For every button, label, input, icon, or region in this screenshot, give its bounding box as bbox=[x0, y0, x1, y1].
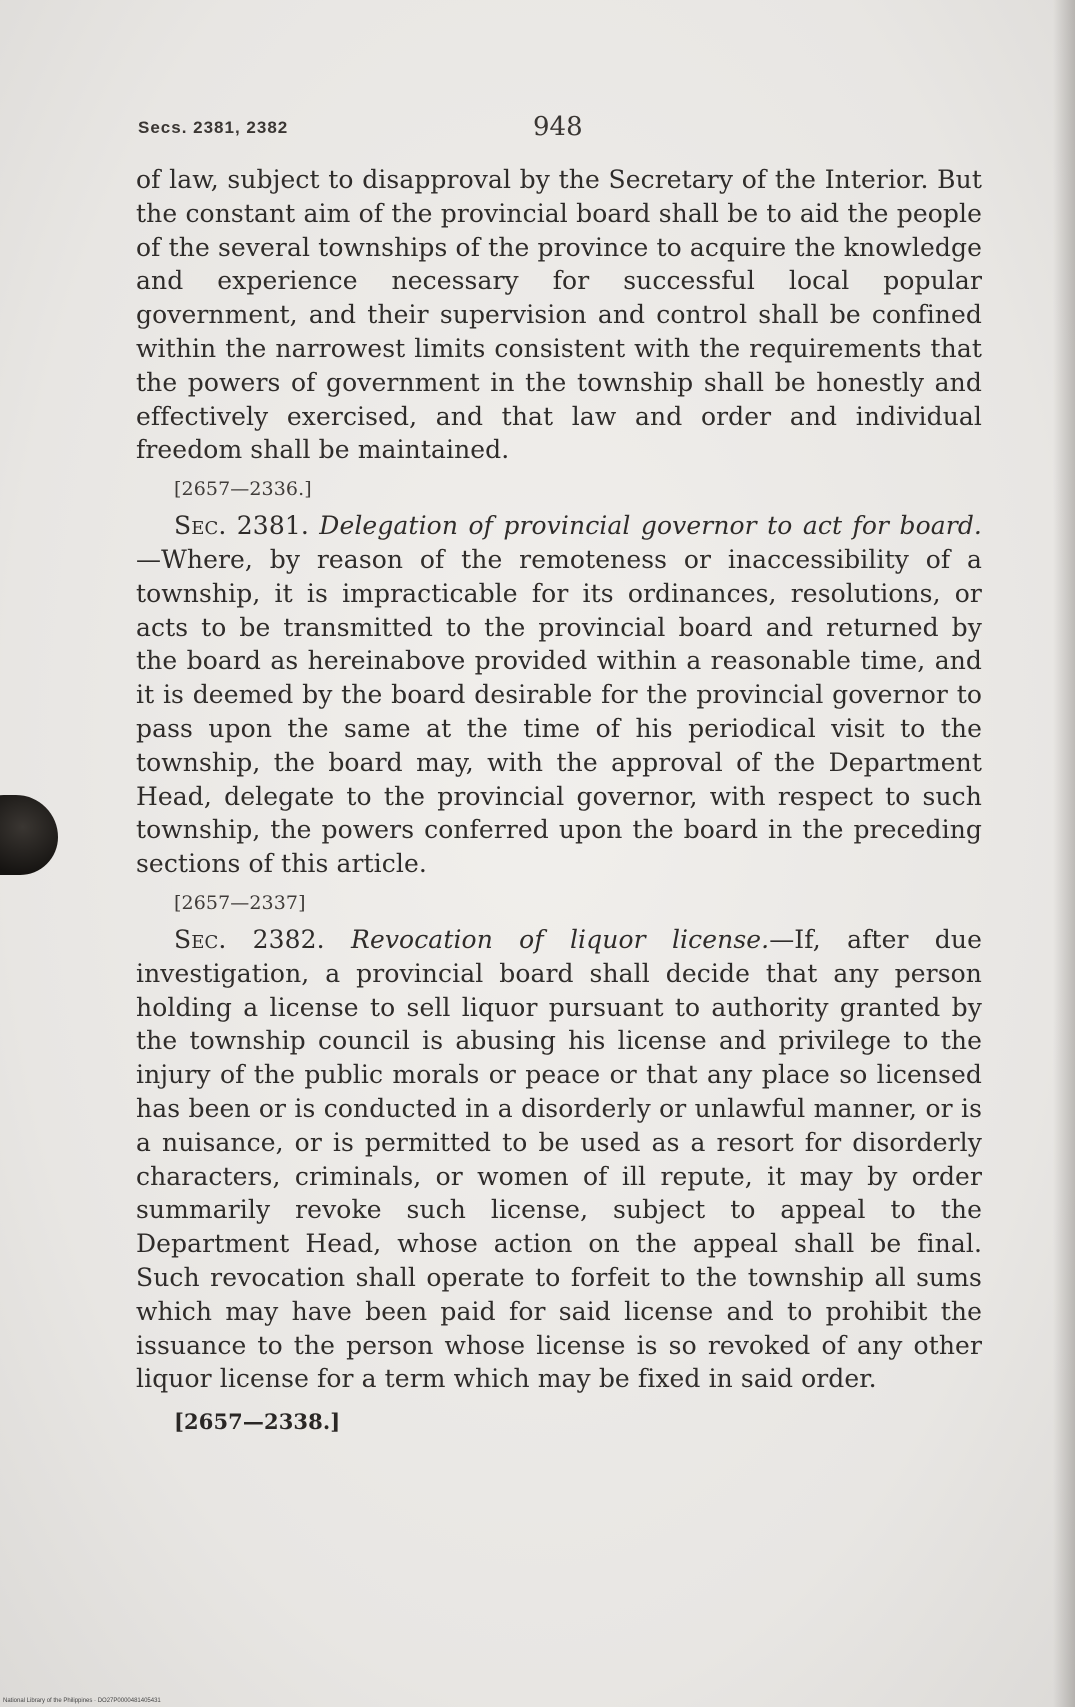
page-number: 948 bbox=[533, 112, 583, 142]
section-2381-label: Sec. 2381. bbox=[174, 511, 309, 541]
document-body bbox=[136, 163, 982, 1442]
page-header bbox=[138, 112, 978, 152]
section-2381 bbox=[136, 509, 982, 881]
page-edge-shadow bbox=[1053, 0, 1075, 1707]
section-2382-label: Sec. 2382. bbox=[174, 924, 325, 954]
reference-2337: [2657—2337] bbox=[174, 891, 306, 914]
reference-2336: [2657—2336.] bbox=[174, 478, 312, 501]
scanner-thumb-shadow bbox=[0, 795, 58, 875]
paragraph-continuation: of law, subject to disapproval by the Secretary of the Interior. But the constant aim of the provincial board shall be to aid the people of the several townships of the province to acquire the knowledge and experience necessary for successful local popular government, and their supervision and control shall be confined within the narrowest limits consistent with the requirements that the powers of government in the township shall be honestly and effectively exercised, and that law and order and individual freedom shall be maintained. bbox=[136, 165, 982, 465]
scan-watermark: National Library of the Philippines · DO27P0000481405431 bbox=[3, 1698, 161, 1704]
section-2382-body: —If, after due investigation, a provincial board shall decide that any person holding a license to sell liquor pursuant to authority granted by the township council is abusing his license and privilege to the injury of the public morals or peace or that any place so licensed has been or is conducted in a disorderly or unlawful manner, or is a nuisance, or is permitted to be used as a resort for disorderly characters, criminals, or women of ill repute, it may by order summarily revoke such license, subject to appeal to the Department Head, whose action on the appeal shall be final. Such revocation shall operate to forfeit to the township all sums which may have been paid for said license and to prohibit the issuance to the person whose license is so revoked of any other liquor license for a term which may be fixed in said order. bbox=[136, 924, 982, 1394]
section-2381-heading: Delegation of provincial governor to act for board. bbox=[319, 511, 982, 541]
header-sections: Secs. 2381, 2382 bbox=[138, 118, 289, 137]
section-2382-heading: Revocation of liquor license. bbox=[351, 924, 770, 954]
section-2381-body: —Where, by reason of the remoteness or inaccessibility of a township, it is impracticable for its ordinances, resolutions, or acts to be transmitted to the provincial board and returned by the board as hereinabove provided within a reasonable time, and it is deemed by the board desirable for the provincial governor to pass upon the same at the time of his periodical visit to the township, the board may, with the approval of the Department Head, delegate to the provincial governor, with respect to such township, the powers conferred upon the board in the preceding sections of this article. bbox=[136, 544, 982, 879]
section-2382 bbox=[136, 923, 982, 1396]
reference-2338: [2657—2338.] bbox=[174, 1409, 341, 1435]
